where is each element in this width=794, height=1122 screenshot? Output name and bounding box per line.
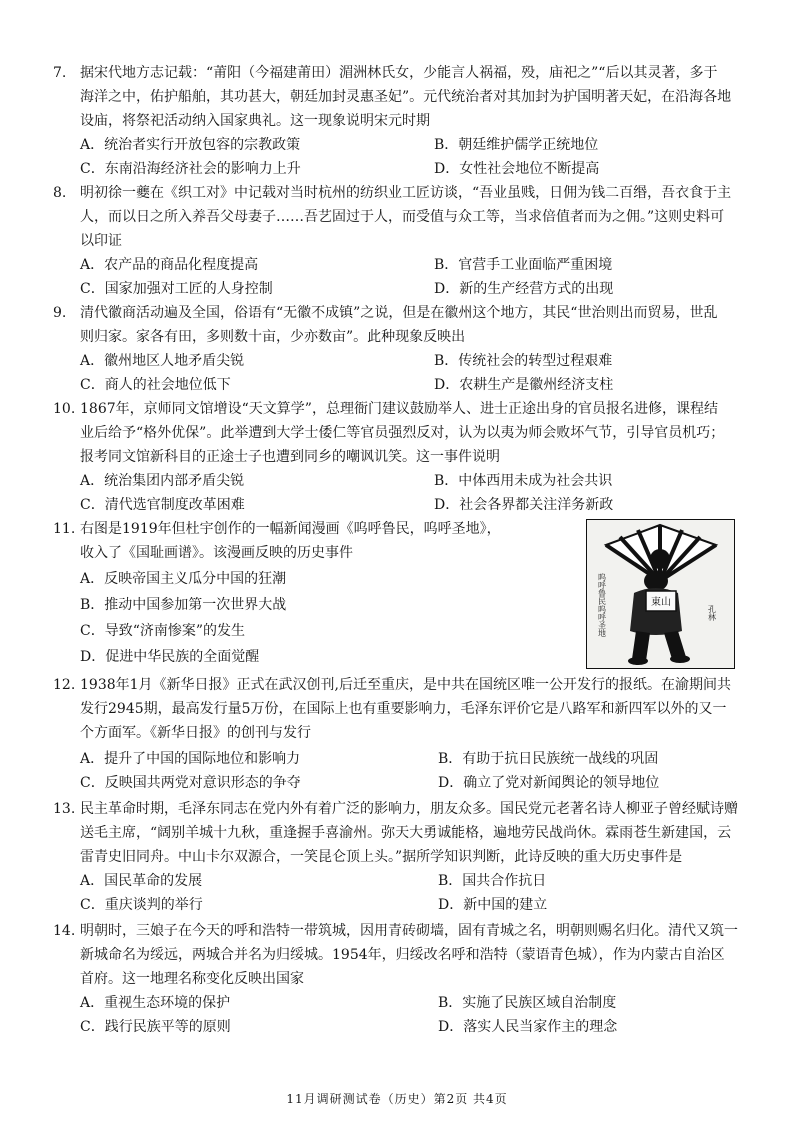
question-text-line: 送毛主席，“阔别羊城十九秋，重逢握手喜渝州。弥天大勇诚能格，遍地劳民战尚休。霖雨苍生新建国，云 [80, 825, 732, 841]
option-c: C．商人的社会地位低下 [80, 377, 231, 393]
option-d: D．确立了党对新闻舆论的领导地位 [438, 775, 660, 791]
left-inscription: 呜呼鲁民呜呼圣地 [597, 573, 607, 637]
option-a: A．提升了中国的国际地位和影响力 [80, 751, 301, 767]
question-text-line: 发行2945期，最高发行量5万份，在国际上也有重要影响力，毛泽东评价它是八路军和新四军以外的又一 [80, 701, 727, 717]
option-d: D．女性社会地位不断提高 [434, 161, 600, 177]
option-d: D．农耕生产是徽州经济支柱 [434, 377, 614, 393]
option-b: B．传统社会的转型过程艰难 [434, 353, 613, 369]
option-b: B．有助于抗日民族统一战线的巩固 [438, 751, 659, 767]
option-c: C．清代选官制度改革困难 [80, 497, 245, 513]
question-text-line: 人，而以日之所入养吾父母妻子……吾艺固过于人，而受值与众工等，当求倍值者而为之佣。”这则史料可 [80, 209, 725, 225]
question-text-line: 右图是1919年但杜宇创作的一幅新闻漫画《呜呼鲁民，呜呼圣地》， [80, 521, 501, 537]
option-a: A．统治集团内部矛盾尖锐 [80, 473, 245, 489]
question-text-line: 1867年，京师同文馆增设“天文算学”，总理衙门建议鼓励举人、进士正途出身的官员报名进修，课程结 [80, 401, 718, 417]
question-text-line: 新城命名为绥远，两城合并名为归绥城。1954年，归绥改名呼和浩特（蒙语青色城），作为内蒙古自治区 [80, 947, 725, 963]
option-d: D．社会各界都关注洋务新政 [434, 497, 614, 513]
question-text-line: 则归家。家各有田，多则数十亩，少亦数亩”。此种现象反映出 [80, 329, 466, 345]
question-text-line: 明初徐一夔在《织工对》中记载对当时杭州的纺织业工匠访谈，“吾业虽贱，日佣为钱二百缗，吾衣食于主 [80, 185, 732, 201]
question-number: 13. [53, 801, 76, 817]
option-a: A．统治者实行开放包容的宗教政策 [80, 137, 301, 153]
question-number: 11. [53, 521, 76, 537]
question-text-line: 以印证 [80, 233, 122, 249]
question-number: 10. [53, 401, 76, 417]
cartoon-illustration [586, 519, 735, 669]
question-number: 9. [53, 305, 67, 321]
question-text-line: 首府。这一地理名称变化反映出国家 [80, 971, 304, 987]
option-c: C．导致“济南惨案”的发生 [80, 623, 246, 639]
option-b: B．国共合作抗日 [438, 873, 547, 889]
option-b: B．实施了民族区域自治制度 [438, 995, 617, 1011]
option-d: D．新中国的建立 [438, 897, 548, 913]
question-text-line: 民主革命时期，毛泽东同志在党内外有着广泛的影响力，朋友众多。国民党元老著名诗人柳亚子曾经赋诗赠 [80, 801, 738, 817]
question-text-line: 据宋代地方志记载：“莆阳（今福建莆田）湄洲林氏女，少能言人祸福，殁，庙祀之”“后以其灵著，多于 [80, 65, 718, 81]
option-c: C．践行民族平等的原则 [80, 1019, 231, 1035]
question-number: 14. [53, 923, 76, 939]
option-a: A．重视生态环境的保护 [80, 995, 231, 1011]
option-d: D．新的生产经营方式的出现 [434, 281, 614, 297]
page-footer: 11月调研测试卷（历史）第2页 共4页 [286, 1092, 508, 1106]
question-text-line: 雷青史旧同舟。中山卡尔双源合，一笑昆仑顶上头。”据所学知识判断，此诗反映的重大历史事件是 [80, 849, 683, 865]
question-number: 8. [53, 185, 67, 201]
question-text-line: 1938年1月《新华日报》正式在武汉创刊,后迁至重庆，是中共在国统区唯一公开发行的报纸。在渝期间共 [80, 677, 731, 693]
option-a: A．农产品的商品化程度提高 [80, 257, 259, 273]
option-c: C．国家加强对工匠的人身控制 [80, 281, 273, 297]
question-number: 7. [53, 65, 67, 81]
box-label: 東山 [651, 597, 671, 608]
option-c: C．东南沿海经济社会的影响力上升 [80, 161, 301, 177]
option-a: A．徽州地区人地矛盾尖锐 [80, 353, 245, 369]
question-text-line: 收入了《国耻画谱》。该漫画反映的历史事件 [80, 545, 353, 561]
option-c: C．反映国共两党对意识形态的争夺 [80, 775, 301, 791]
question-text-line: 个方面军。《新华日报》的创刊与发行 [80, 725, 311, 741]
question-text-line: 报考同文馆新科目的正途士子也遭到同乡的嘲讽讥笑。这一事件说明 [80, 449, 500, 465]
question-number: 12. [53, 677, 76, 693]
cartoon-image [586, 519, 735, 669]
option-b: B．官营手工业面临严重困境 [434, 257, 613, 273]
question-text-line: 海洋之中，佑护船舶，其功甚大，朝廷加封灵惠圣妃”。元代统治者对其加封为护国明著天妃，在沿海各地 [80, 89, 732, 105]
question-text-line: 业后给予“格外优保”。此举遭到大学士倭仁等官员强烈反对，认为以夷为师会败坏气节，引导官员机巧； [80, 425, 725, 441]
option-b: B．推动中国参加第一次世界大战 [80, 597, 287, 613]
question-text-line: 明朝时，三娘子在今天的呼和浩特一带筑城，因用青砖砌墙，固有青城之名，明朝则赐名归化。清代又筑一 [80, 923, 738, 939]
option-a: A．国民革命的发展 [80, 873, 203, 889]
option-b: B．中体西用未成为社会共识 [434, 473, 613, 489]
option-c: C．重庆谈判的举行 [80, 897, 203, 913]
question-text-line: 清代徽商活动遍及全国，俗语有“无徽不成镇”之说，但是在徽州这个地方，其民“世治则出而贸易，世乱 [80, 305, 718, 321]
option-d: D．落实人民当家作主的理念 [438, 1019, 618, 1035]
right-inscription: 孔林 [707, 605, 717, 621]
option-a: A．反映帝国主义瓜分中国的狂潮 [80, 571, 287, 587]
option-b: B．朝廷维护儒学正统地位 [434, 137, 599, 153]
option-d: D．促进中华民族的全面觉醒 [80, 649, 260, 665]
question-text-line: 设庙，将祭祀活动纳入国家典礼。这一现象说明宋元时期 [80, 113, 430, 129]
